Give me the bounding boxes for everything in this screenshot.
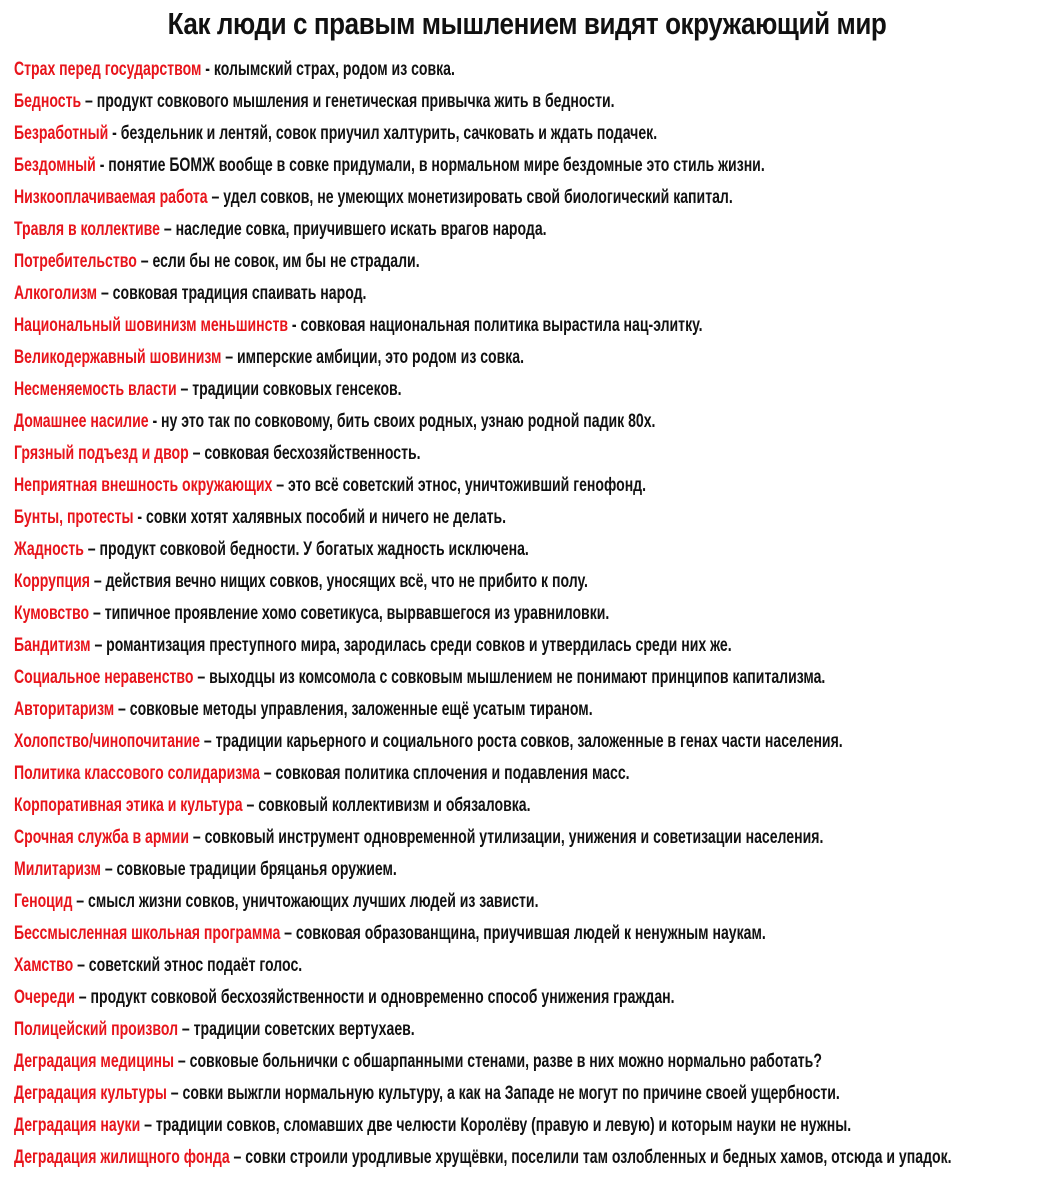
entry-term: Политика классового солидаризма (14, 763, 260, 784)
list-item (14, 822, 824, 854)
entry-description: - совки хотят халявных пособий и ничего не делать. (133, 507, 507, 528)
list-item (14, 502, 784, 534)
entry-term: Потребительство (14, 251, 137, 272)
entry-description: – совковые традиции бряцанья оружием. (100, 859, 397, 880)
entry-description: – совковый инструмент одновременной утилизации, унижения и советизации населения. (188, 827, 824, 848)
entry-description: – совки строили уродливые хрущёвки, поселили там озлобленных и бедных хамов, отсюда и упадок. (229, 1147, 952, 1168)
page-title: Как люди с правым мышлением видят окружающий мир (167, 6, 887, 41)
list-item (14, 342, 784, 374)
list-item (14, 86, 784, 118)
entry-term: Очереди (14, 987, 75, 1008)
entry-term: Страх перед государством (14, 59, 202, 80)
list-item (14, 758, 784, 790)
list-item (14, 598, 784, 630)
entry-description: – совковый коллективизм и обязаловка. (242, 795, 531, 816)
list-item (14, 662, 826, 694)
list-item (14, 246, 784, 278)
entry-term: Бунты, протесты (14, 507, 134, 528)
entry-description: – совковая политика сплочения и подавления масс. (259, 763, 630, 784)
list-item (14, 54, 784, 86)
entry-description: - колымский страх, родом из совка. (201, 59, 455, 80)
list-item (14, 1046, 822, 1078)
entry-term: Геноцид (14, 891, 73, 912)
entry-description: – совки выжгли нормальную культуру, а как на Западе не могут по причине своей ущербности. (166, 1083, 840, 1104)
entry-term: Алкоголизм (14, 283, 98, 304)
entry-term: Безработный (14, 123, 109, 144)
list-item (14, 150, 784, 182)
entry-description: – выходцы из комсомола с совковым мышлением не понимают принципов капитализма. (193, 667, 826, 688)
entry-description: – это всё советский этнос, уничтоживший генофонд. (272, 475, 647, 496)
entry-term: Грязный подъезд и двор (14, 443, 189, 464)
entry-term: Срочная служба в армии (14, 827, 189, 848)
entry-term: Деградация медицины (14, 1051, 174, 1072)
entry-description: – совковая бесхозяйственность. (188, 443, 421, 464)
entry-term: Великодержавный шовинизм (14, 347, 222, 368)
entry-term: Кумовство (14, 603, 90, 624)
list-item (14, 918, 784, 950)
entry-description: – продукт совковой бесхозяйственности и одновременно способ унижения граждан. (74, 987, 675, 1008)
list-item (14, 790, 784, 822)
entry-description: – действия вечно нищих совков, уносящих всё, что не прибито к полу. (89, 571, 588, 592)
entry-term: Хамство (14, 955, 74, 976)
entry-term: Бандитизм (14, 635, 91, 656)
entry-term: Низкооплачиваемая работа (14, 187, 208, 208)
list-item (14, 950, 784, 982)
entry-description: – совковая традиция спаивать народ. (97, 283, 367, 304)
list-item (14, 374, 784, 406)
entry-term: Несменяемость власти (14, 379, 177, 400)
entry-term: Деградация культуры (14, 1083, 167, 1104)
entry-description: – смысл жизни совков, уничтожающих лучших людей из зависти. (72, 891, 539, 912)
entry-description: – если бы не совок, им бы не страдали. (136, 251, 420, 272)
list-item (14, 630, 784, 662)
entry-term: Бездомный (14, 155, 96, 176)
entry-term: Полицейский произвол (14, 1019, 179, 1040)
entry-description: - совковая национальная политика вырастила нац-элитку. (288, 315, 703, 336)
list-item (14, 854, 784, 886)
list-item (14, 1110, 852, 1142)
list-item (14, 118, 784, 150)
entry-term: Неприятная внешность окружающих (14, 475, 273, 496)
entry-term: Бедность (14, 91, 82, 112)
entry-term: Холопство/чинопочитание (14, 731, 201, 752)
entry-description: – советский этнос подаёт голос. (73, 955, 303, 976)
entry-list (14, 54, 1054, 1174)
list-item (14, 470, 784, 502)
entry-term: Коррупция (14, 571, 90, 592)
entry-description: – удел совков, не умеющих монетизировать свой биологический капитал. (207, 187, 733, 208)
list-item (14, 182, 784, 214)
entry-description: – наследие совка, приучившего искать врагов народа. (159, 219, 547, 240)
entry-term: Домашнее насилие (14, 411, 149, 432)
list-item (14, 214, 784, 246)
list-item (14, 438, 784, 470)
entry-term: Травля в коллективе (14, 219, 160, 240)
list-item (14, 886, 784, 918)
entry-description: – совковые больнички с обшарпанными стенами, разве в них можно нормально работать? (173, 1051, 822, 1072)
list-item (14, 566, 784, 598)
entry-term: Корпоративная этика и культура (14, 795, 243, 816)
entry-term: Деградация жилищного фонда (14, 1147, 230, 1168)
entry-description: – романтизация преступного мира, зародилась среди совков и утвердилась среди них же. (90, 635, 732, 656)
entry-term: Жадность (14, 539, 84, 560)
entry-term: Милитаризм (14, 859, 101, 880)
list-item (14, 726, 843, 758)
entry-description: - ну это так по совковому, бить своих родных, узнаю родной падик 80х. (148, 411, 656, 432)
entry-description: – традиции совков, сломавших две челюсти Королёву (правую и левую) и которым науки не нужны. (140, 1115, 852, 1136)
entry-term: Деградация науки (14, 1115, 141, 1136)
entry-description: – типичное проявление хомо советикуса, вырвавшегося из уравниловки. (89, 603, 610, 624)
entry-description: - бездельник и лентяй, совок приучил халтурить, сачковать и ждать подачек. (108, 123, 658, 144)
entry-term: Бессмысленная школьная программа (14, 923, 281, 944)
entry-description: – продукт совкового мышления и генетическая привычка жить в бедности. (81, 91, 615, 112)
entry-term: Авторитаризм (14, 699, 115, 720)
entry-description: - понятие БОМЖ вообще в совке придумали, в нормальном мире бездомные это стиль жизни. (95, 155, 765, 176)
entry-description: – традиции карьерного и социального роста совков, заложенные в генах части населения. (200, 731, 843, 752)
entry-description: – продукт совковой бедности. У богатых жадность исключена. (83, 539, 529, 560)
entry-term: Национальный шовинизм меньшинств (14, 315, 289, 336)
entry-term: Социальное неравенство (14, 667, 194, 688)
entry-description: – имперские амбиции, это родом из совка. (221, 347, 525, 368)
list-item (14, 982, 784, 1014)
entry-description: – традиции советских вертухаев. (178, 1019, 415, 1040)
list-item (14, 1014, 784, 1046)
list-item (14, 694, 784, 726)
entry-description: – совковые методы управления, заложенные ещё усатым тираном. (114, 699, 593, 720)
list-item (14, 310, 784, 342)
list-item (14, 278, 784, 310)
list-item (14, 1142, 952, 1174)
list-item (14, 1078, 840, 1110)
list-item (14, 534, 784, 566)
entry-description: – традиции совковых генсеков. (176, 379, 402, 400)
list-item (14, 406, 784, 438)
entry-description: – совковая образованщина, приучившая людей к ненужным наукам. (280, 923, 766, 944)
